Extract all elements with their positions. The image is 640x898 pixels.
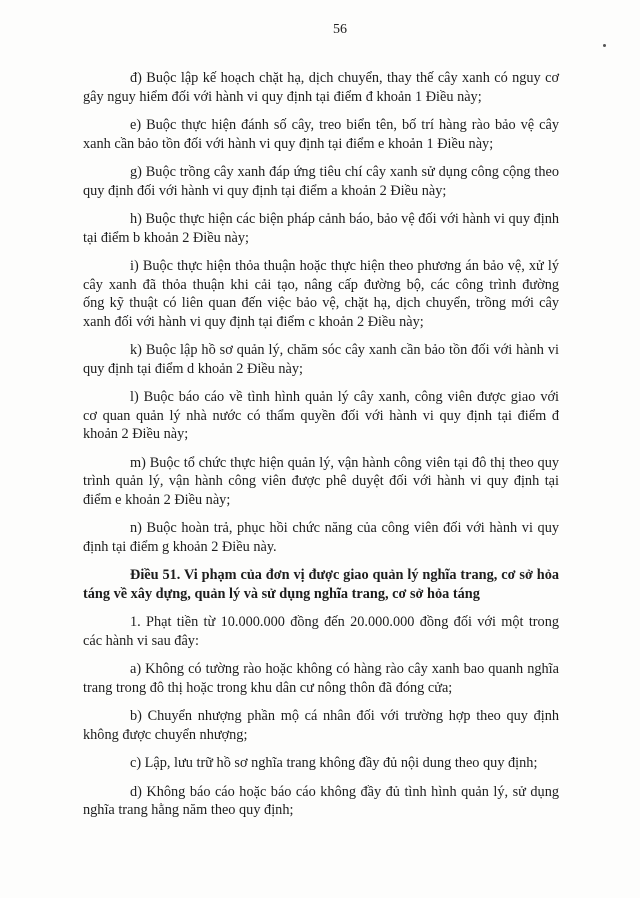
text-line: định tại điểm g khoản 2 Điều này. xyxy=(83,538,277,555)
heading-line: Điều 51. Vi phạm của đơn vị được giao quản lý nghĩa trang, cơ sở hỏa xyxy=(130,567,559,583)
violation-item-b xyxy=(83,707,559,744)
scan-speck xyxy=(603,44,606,47)
remedy-item-h xyxy=(83,210,559,247)
violation-item-a xyxy=(83,660,559,697)
text-line: các hành vi sau đây: xyxy=(83,632,199,649)
remedy-item-g xyxy=(83,163,559,200)
text-line: xanh cần bảo tồn đối với hành vi quy định tại điểm e khoản 1 Điều này; xyxy=(83,135,494,152)
text-line: m) Buộc tổ chức thực hiện quản lý, vận hành công viên tại đô thị theo quy xyxy=(130,454,559,471)
page-number: 56 xyxy=(333,22,347,37)
text-line: e) Buộc thực hiện đánh số cây, treo biển tên, bố trí hàng rào bảo vệ cây xyxy=(130,117,559,133)
text-line: điểm e khoản 2 Điều này; xyxy=(83,491,231,508)
remedy-item-dd xyxy=(83,69,559,106)
text-line: l) Buộc báo cáo về tình hình quản lý cây xanh, công viên được giao với xyxy=(130,389,559,405)
text-line: k) Buộc lập hồ sơ quản lý, chăm sóc cây xanh cần bảo tồn đối với hành vi xyxy=(130,342,559,358)
text-line: trang trong đô thị hoặc trong khu dân cư nông thôn đã đóng cửa; xyxy=(83,679,453,696)
text-line: đ) Buộc lập kế hoạch chặt hạ, dịch chuyển, thay thế cây xanh có nguy cơ xyxy=(130,70,559,86)
remedy-item-e xyxy=(83,116,559,153)
clause-1 xyxy=(83,613,559,650)
text-line: gây nguy hiểm đối với hành vi quy định tại điểm đ khoản 1 Điều này; xyxy=(83,88,482,105)
violation-item-c xyxy=(83,754,559,773)
text-line: ống kỹ thuật có liên quan đến việc bảo vệ, chặt hạ, dịch chuyển, trồng mới cây xyxy=(83,295,559,311)
remedy-item-i xyxy=(83,257,559,331)
text-line: g) Buộc trồng cây xanh đáp ứng tiêu chí cây xanh sử dụng công cộng theo xyxy=(130,164,559,180)
text-line: quy định đối với hành vi quy định tại điểm a khoản 2 Điều này; xyxy=(83,182,447,199)
document-body xyxy=(83,69,559,820)
text-line: nghĩa trang hằng năm theo quy định; xyxy=(83,802,294,818)
remedy-item-l xyxy=(83,388,559,444)
text-line: h) Buộc thực hiện các biện pháp cảnh báo, bảo vệ đối với hành vi quy định xyxy=(130,211,559,227)
article-heading xyxy=(83,566,559,603)
text-line: b) Chuyển nhượng phần mộ cá nhân đối với trường hợp theo quy định xyxy=(130,708,559,724)
text-line: quy định tại điểm d khoản 2 Điều này; xyxy=(83,360,303,377)
text-line: tại điểm b khoản 2 Điều này; xyxy=(83,229,249,246)
remedy-item-m xyxy=(83,454,559,510)
remedy-item-k xyxy=(83,341,559,378)
text-line: khoản 2 Điều này; xyxy=(83,426,189,442)
text-line: 1. Phạt tiền từ 10.000.000 đồng đến 20.000.000 đồng đối với một trong xyxy=(130,614,559,630)
text-line: cây xanh đã thỏa thuận khi cải tạo, nâng cấp đường bộ, các công trình đường xyxy=(83,276,559,293)
text-line: n) Buộc hoàn trả, phục hồi chức năng của công viên đối với hành vi quy xyxy=(130,520,559,536)
text-line: xanh đối với hành vi quy định tại điểm c khoản 2 Điều này; xyxy=(83,313,424,330)
text-line: cơ quan quản lý nhà nước có thẩm quyền đối với hành vi quy định tại điểm đ xyxy=(83,407,559,424)
heading-line: táng về xây dựng, quản lý và sử dụng nghĩa trang, cơ sở hỏa táng xyxy=(83,585,480,602)
text-line: không được chuyển nhượng; xyxy=(83,726,248,743)
text-line: a) Không có tường rào hoặc không có hàng rào cây xanh bao quanh nghĩa xyxy=(130,661,559,677)
violation-item-d xyxy=(83,783,559,820)
text-line: c) Lập, lưu trữ hồ sơ nghĩa trang không đầy đủ nội dung theo quy định; xyxy=(130,755,538,771)
text-line: d) Không báo cáo hoặc báo cáo không đầy đủ tình hình quản lý, sử dụng xyxy=(130,783,559,800)
text-line: i) Buộc thực hiện thỏa thuận hoặc thực hiện theo phương án bảo vệ, xử lý xyxy=(130,258,559,274)
remedy-item-n xyxy=(83,519,559,556)
text-line: trình quản lý, vận hành công viên được phê duyệt đối với hành vi quy định tại xyxy=(83,473,559,489)
